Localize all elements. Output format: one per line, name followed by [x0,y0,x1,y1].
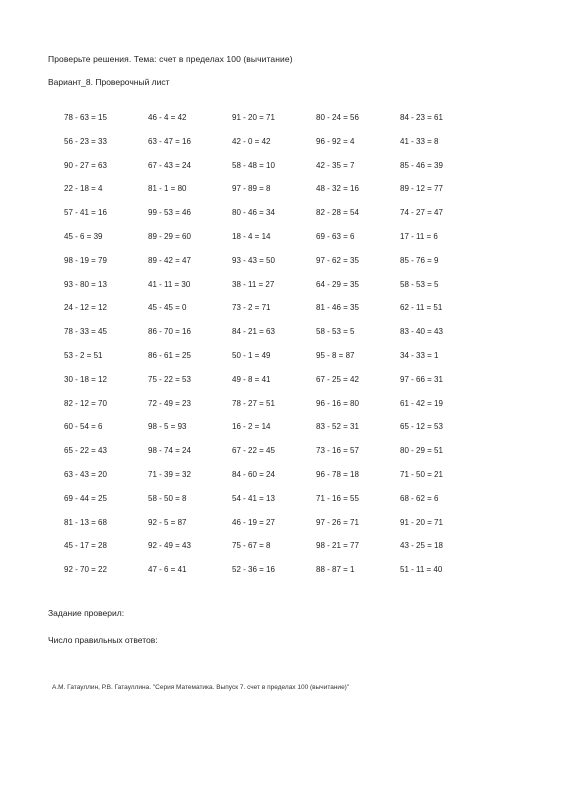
problem-item: 84 - 60 = 24 [232,469,275,479]
problem-item: 73 - 16 = 57 [316,446,359,456]
problem-item: 92 - 5 = 87 [148,517,187,527]
problem-item: 52 - 36 = 16 [232,565,275,575]
problem-item: 17 - 11 = 6 [400,231,438,241]
problem-item: 81 - 1 = 80 [148,184,187,194]
problem-item: 97 - 89 = 8 [232,184,271,194]
problem-item: 78 - 63 = 15 [64,113,107,122]
problem-item: 91 - 20 = 71 [400,517,443,527]
problem-item: 65 - 12 = 53 [400,422,443,432]
problem-item: 63 - 47 = 16 [148,136,191,146]
problem-item: 81 - 46 = 35 [316,303,359,313]
problem-item: 50 - 1 = 49 [232,350,271,360]
problem-item: 92 - 49 = 43 [148,541,191,551]
problem-item: 45 - 6 = 39 [64,231,103,241]
problem-item: 83 - 52 = 31 [316,422,359,432]
problem-item: 41 - 33 = 8 [400,136,439,146]
problem-item: 98 - 5 = 93 [148,422,187,432]
problem-item: 78 - 33 = 45 [64,327,107,337]
problem-item: 83 - 40 = 43 [400,327,443,337]
problem-item: 64 - 29 = 35 [316,279,359,289]
problem-item: 51 - 11 = 40 [400,565,443,575]
problem-item: 72 - 49 = 23 [148,398,191,408]
problem-item: 80 - 46 = 34 [232,208,275,218]
problem-item: 16 - 2 = 14 [232,422,271,432]
problem-item: 69 - 44 = 25 [64,493,107,503]
problem-item: 89 - 12 = 77 [400,184,443,194]
correct-answers-label: Число правильных ответов: [48,635,158,645]
problem-item: 42 - 35 = 7 [316,160,355,170]
problem-item: 84 - 21 = 63 [232,327,275,337]
problem-item: 96 - 16 = 80 [316,398,359,408]
problem-item: 82 - 12 = 70 [64,398,107,408]
problem-item: 82 - 28 = 54 [316,208,359,218]
problem-item: 45 - 17 = 28 [64,541,107,551]
variant-label: Вариант_8. Проверочный лист [48,77,170,87]
problem-item: 65 - 22 = 43 [64,446,107,456]
problem-item: 68 - 62 = 6 [400,493,439,503]
problem-item: 74 - 27 = 47 [400,208,443,218]
problem-item: 85 - 76 = 9 [400,255,439,265]
problem-item: 75 - 67 = 8 [232,541,271,551]
problem-item: 80 - 29 = 51 [400,446,443,456]
problem-item: 98 - 21 = 77 [316,541,359,551]
problem-item: 53 - 2 = 51 [64,350,103,360]
problem-item: 63 - 43 = 20 [64,469,107,479]
problem-item: 58 - 53 = 5 [400,279,439,289]
problem-item: 99 - 53 = 46 [148,208,191,218]
problem-item: 98 - 19 = 79 [64,255,107,265]
problem-item: 84 - 23 = 61 [400,113,443,122]
problem-item: 92 - 70 = 22 [64,565,107,575]
problem-item: 91 - 20 = 71 [232,113,275,122]
problem-item: 85 - 46 = 39 [400,160,443,170]
problem-item: 46 - 19 = 27 [232,517,275,527]
problems-grid [64,113,480,589]
problem-item: 89 - 42 = 47 [148,255,191,265]
problem-item: 43 - 25 = 18 [400,541,443,551]
problem-item: 95 - 8 = 87 [316,350,355,360]
problem-item: 45 - 45 = 0 [148,303,187,313]
problem-item: 93 - 80 = 13 [64,279,107,289]
problem-item: 54 - 41 = 13 [232,493,275,503]
problem-item: 96 - 92 = 4 [316,136,355,146]
problem-item: 42 - 0 = 42 [232,136,271,146]
problem-item: 71 - 16 = 55 [316,493,359,503]
problem-item: 93 - 43 = 50 [232,255,275,265]
problem-item: 67 - 22 = 45 [232,446,275,456]
problem-item: 47 - 6 = 41 [148,565,187,575]
credits-footer: А.М. Гатауллин, Р.В. Гатауллина. "Серия Математика. Выпуск 7. счет в пределах 100 (вычитание)" [52,684,350,691]
problem-item: 48 - 32 = 16 [316,184,359,194]
problem-item: 58 - 53 = 5 [316,327,355,337]
problem-item: 41 - 11 = 30 [148,279,191,289]
problem-item: 67 - 43 = 24 [148,160,191,170]
problem-item: 86 - 61 = 25 [148,350,191,360]
problem-item: 57 - 41 = 16 [64,208,107,218]
problem-item: 97 - 66 = 31 [400,374,443,384]
problem-item: 96 - 78 = 18 [316,469,359,479]
problem-item: 60 - 54 = 6 [64,422,103,432]
problem-item: 38 - 11 = 27 [232,279,275,289]
problem-item: 22 - 18 = 4 [64,184,103,194]
problem-item: 58 - 50 = 8 [148,493,187,503]
problem-item: 90 - 27 = 63 [64,160,107,170]
problem-item: 34 - 33 = 1 [400,350,439,360]
problem-item: 73 - 2 = 71 [232,303,271,313]
problem-item: 67 - 25 = 42 [316,374,359,384]
problem-item: 71 - 39 = 32 [148,469,191,479]
sheet-title: Проверьте решения. Тема: счет в пределах 100 (вычитание) [48,54,293,64]
problem-item: 86 - 70 = 16 [148,327,191,337]
problem-item: 89 - 29 = 60 [148,231,191,241]
problem-item: 71 - 50 = 21 [400,469,443,479]
problem-item: 56 - 23 = 33 [64,136,107,146]
problem-item: 18 - 4 = 14 [232,231,271,241]
problem-item: 24 - 12 = 12 [64,303,107,313]
problem-item: 98 - 74 = 24 [148,446,191,456]
checked-by-label: Задание проверил: [48,608,125,618]
problem-item: 62 - 11 = 51 [400,303,443,313]
problem-item: 30 - 18 = 12 [64,374,107,384]
problem-item: 75 - 22 = 53 [148,374,191,384]
problem-item: 49 - 8 = 41 [232,374,271,384]
problem-item: 78 - 27 = 51 [232,398,275,408]
problem-item: 61 - 42 = 19 [400,398,443,408]
problem-item: 81 - 13 = 68 [64,517,107,527]
problem-item: 46 - 4 = 42 [148,113,187,122]
problem-item: 58 - 48 = 10 [232,160,275,170]
problem-item: 80 - 24 = 56 [316,113,359,122]
problem-item: 88 - 87 = 1 [316,565,355,575]
problem-item: 69 - 63 = 6 [316,231,355,241]
problem-item: 97 - 26 = 71 [316,517,359,527]
problem-item: 97 - 62 = 35 [316,255,359,265]
